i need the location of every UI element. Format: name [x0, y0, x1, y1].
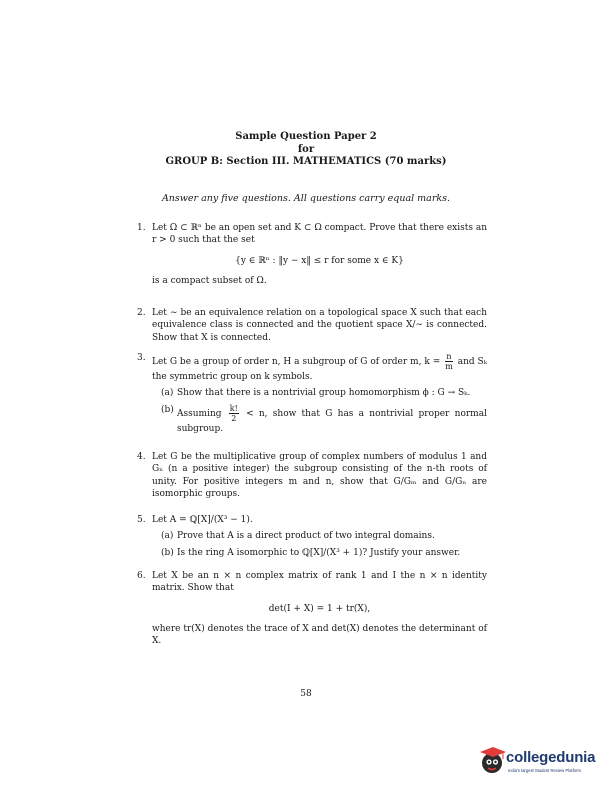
subpart-label: (a): [161, 388, 174, 399]
paper-for: for: [297, 143, 315, 155]
logo-brand: collegedunia: [506, 749, 596, 766]
question-text: Let A = ℚ[X]/(X³ − 1).: [152, 515, 253, 525]
question-number: 4.: [137, 452, 146, 462]
instructions: Answer any five questions. All questions carry equal marks.: [161, 193, 451, 204]
question-number: 2.: [137, 308, 146, 318]
question-number: 1.: [137, 223, 146, 233]
question-text: Let ∼ be an equivalence relation on a topological space X such that each equivalence class is connected and the quotient space X/∼ is connected. Show that X is connected.: [152, 308, 487, 343]
subpart-text: Prove that A is a direct product of two integral domains.: [177, 531, 435, 542]
display-equation: {y ∈ ℝⁿ : ‖y − x‖ ≤ r for some x ∈ K}: [235, 255, 404, 266]
question-text-continued: is a compact subset of Ω.: [152, 275, 267, 286]
subpart-text: Is the ring A isomorphic to ℚ[X]/(X³ + 1)? Justify your answer.: [177, 547, 461, 558]
page-number: 58: [300, 689, 312, 699]
question-1: [137, 222, 487, 287]
fraction-numerator: n: [446, 352, 452, 361]
question-number: 3.: [137, 353, 146, 363]
subpart-a: [161, 530, 487, 542]
paper-section: GROUP B: Section III. MATHEMATICS (70 marks): [165, 156, 447, 167]
question-4: [137, 451, 487, 500]
subpart-text-part: Assuming: [177, 408, 222, 419]
question-text: Let X be an n × n complex matrix of rank 1 and I the n × n identity matrix. Show that: [152, 571, 487, 594]
subpart-text: [177, 404, 487, 435]
question-2: [137, 307, 487, 344]
subpart-b: [161, 404, 487, 435]
question-number: 6.: [137, 571, 146, 581]
question-6: [137, 570, 487, 647]
subpart-text: Show that there is a nontrivial group homomorphism ϕ : G → Sₖ.: [177, 388, 471, 399]
paper-header: [0, 131, 612, 169]
subpart-label: (b): [161, 547, 174, 558]
question-number: 5.: [137, 515, 146, 525]
question-text-part: and Sₖ the symmetric group on k symbols.: [152, 357, 487, 382]
question-text: Let G be the multiplicative group of complex numbers of modulus 1 and Gₙ (n a positive integer) the subgroup consisting of the n-th roots of unity. For positive integers m and n, show that G/Gₘ and G/Gₙ are isomorphic groups.: [152, 452, 487, 499]
question-text: [152, 352, 487, 383]
paper-title: Sample Question Paper 2: [235, 131, 377, 142]
graduation-cap-icon: [479, 745, 507, 775]
fraction-denominator: m: [445, 362, 453, 371]
question-text: Let Ω ⊂ ℝⁿ be an open set and K ⊂ Ω compact. Prove that there exists an r > 0 such that the set: [152, 223, 487, 246]
subpart-b: [161, 547, 487, 559]
subpart-label: (b): [161, 404, 174, 415]
subpart-text-part: < n, show that G has a nontrivial proper normal subgroup.: [177, 408, 487, 434]
question-3: [137, 352, 487, 435]
subpart-a: [161, 387, 487, 399]
fraction-denominator: 2: [231, 413, 237, 423]
question-5: [137, 514, 487, 559]
fraction: [445, 352, 453, 371]
collegedunia-logo: [479, 745, 599, 785]
fraction-numerator: k!: [229, 403, 238, 413]
fraction: [229, 404, 239, 423]
question-text-part: Let G be a group of order n, H a subgroup of G of order m, k =: [152, 357, 441, 367]
display-equation: det(I + X) = 1 + tr(X),: [268, 603, 371, 614]
question-text-continued: where tr(X) denotes the trace of X and det(X) denotes the determinant of X.: [152, 623, 487, 647]
subpart-label: (a): [161, 531, 174, 542]
logo-tagline: India's largest Student Review Platform: [508, 768, 581, 773]
